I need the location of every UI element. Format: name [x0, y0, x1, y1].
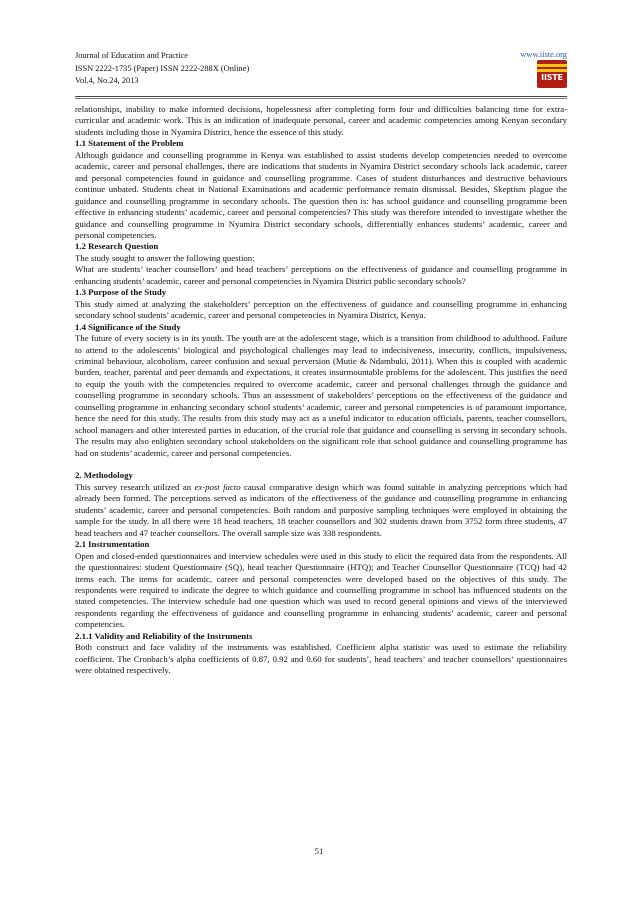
section-gap [75, 459, 567, 470]
heading-significance: 1.4 Significance of the Study [75, 321, 181, 332]
journal-name: Journal of Education and Practice [75, 51, 189, 60]
iiste-logo [537, 60, 567, 88]
paragraph-instrumentation: Open and closed-ended questionnaires and interview schedules were used in this study to elicit the required data from the respondents. All the questionnaires: student Questionnaire (SQ), head teacher Questionnaire (HTQ); and Teacher Counsellor Questionnaire (TCQ) had 42 items each. The items for academic, career and personal competencies were developed based on the objectives of this study. The respondents were required to indicate the degree to which guidance and counselling programme in school has influenced students on the stated competencies. The interview schedule had one question which was used to record general opinions and views of the interviewed respondents regarding the effectiveness of guidance and counselling programme in enhancing students’ academic, career and personal competencies. [75, 550, 567, 630]
header-rule [75, 96, 567, 97]
heading-research-question: 1.2 Research Question [75, 241, 159, 252]
methodology-text-a: This survey research utilized an [75, 481, 195, 492]
intro-continuation: relationships, inability to make informed decisions, hopelessness after completing form four and difficulties balancing time for extra-curricular and academic work. This is an indication of inadequate personal, career and academic competencies among Kenyan secondary students including those in Nyamira District, hence the essence of this study. [75, 104, 567, 137]
heading-purpose: 1.3 Purpose of the Study [75, 287, 167, 298]
page-header [75, 50, 567, 94]
heading-statement-of-problem: 1.1 Statement of the Problem [75, 138, 184, 149]
methodology-italic-term: ex-post facto [194, 481, 241, 492]
paragraph-research-question: What are students’ teacher counsellors’ and head teachers’ perceptions on the effectiveness of guidance and counselling programme in enhancing students’ academic, career and personal competencies in Nyamira District public secondary schools? [75, 264, 567, 286]
paragraph-purpose: This study aimed at analyzing the stakeholders’ perception on the effectiveness of guidance and counselling programme in enhancing secondary school students’ academic, career and personal competencies in Nyamira District, Kenya. [75, 298, 567, 321]
heading-instrumentation: 2.1 Instrumentation [75, 539, 150, 550]
heading-validity-reliability: 2.1.1 Validity and Reliability of the Instruments [75, 630, 253, 641]
article-body [75, 104, 567, 677]
paragraph-research-question-intro: The study sought to answer the following question: [75, 252, 255, 263]
paragraph-significance: The future of every society is in its youth. The youth are at the adolescent stage, which is a transition from childhood to adulthood. Failure to attend to the adolescents’ biological and psychological challenges may lead to indecisiveness, insecurity, conflicts, impulsiveness, criminal behaviour, alcoholism, career confusion and sexual perversion (Mutie & Ndambuki, 2011). When this is coupled with academic burden, teacher, parental and peer demands and expectations, it creates insurmountable problems for the adolescent. This justifies the need to equip the youth with the competencies required to overcome academic, career and personal challenges through the guidance and counselling programme in secondary schools. Thus an assessment of stakeholders’ perceptions on the effectiveness of the guidance and counselling programme in enhancing secondary school students’ academic, career and personal competencies is of paramount importance, hence the need for this study. The results from this study may act as a useful indicator to education officials, parents, teacher counsellors, school managers and other interested parties in education, of the crucial role that guidance and counselling is serving in secondary schools. The results may also enlighten secondary school stakeholders on the significant role that school guidance and counselling programme has had on students’ academic, career and personal competencies. [75, 333, 567, 458]
logo-text: IISTE [541, 73, 563, 82]
methodology-text-b: causal comparative design which was found suitable in analyzing perceptions which had already been formed. The perceptions served as indicators of the effectiveness of the guidance and counselling programme in enhancing students’ academic, career and personal competencies. Both random and purposive sampling techniques were employed in obtaining the sample for the study. In all there were 18 head teachers, 18 teacher counsellors and 302 students drawn from 3752 form three students, 47 head teachers and 47 teacher counsellors. The overall sample size was 338 respondents. [75, 481, 567, 538]
heading-methodology: 2. Methodology [75, 470, 133, 481]
header-rule-thin [75, 98, 567, 99]
paragraph-methodology [75, 482, 567, 539]
page-number: 51 [314, 846, 324, 856]
paragraph-statement-of-problem: Although guidance and counselling programme in Kenya was established to assist students develop competencies needed to overcome academic, career and personal challenges, there are indications that students in Nyamira District secondary schools lack academic, career and personal competencies found in guidance and counselling programme. Cases of student disturbances and destructive behaviours continue unbated. Students cheat in National Examinations and academic performance remain dismissal. Besides, Skeptism plague the guidance and counselling programme in secondary schools. The question then is: has school guidance and counselling programme been effective in enhancing students’ academic, career and personal competencies? This study was therefore intended to investigate whether the guidance and counselling programme in Nyamira District secondary schools, differentially enhances students’ academic, career and personal competencies. [75, 149, 567, 240]
issn-line: ISSN 2222-1735 (Paper) ISSN 2222-288X (Online) [75, 63, 250, 73]
paragraph-validity-reliability: Both construct and face validity of the instruments was established. Coefficient alpha statistic was used to estimate the reliability coefficient. The Cronbach’s alpha coefficients of 0.87, 0.92 and 0.60 for students’, head teachers’ and teacher counsellors’ questionnaires were obtained respectively. [75, 642, 567, 676]
journal-url-link[interactable]: www.iiste.org [520, 50, 567, 59]
volume-line: Vol.4, No.24, 2013 [75, 76, 139, 85]
